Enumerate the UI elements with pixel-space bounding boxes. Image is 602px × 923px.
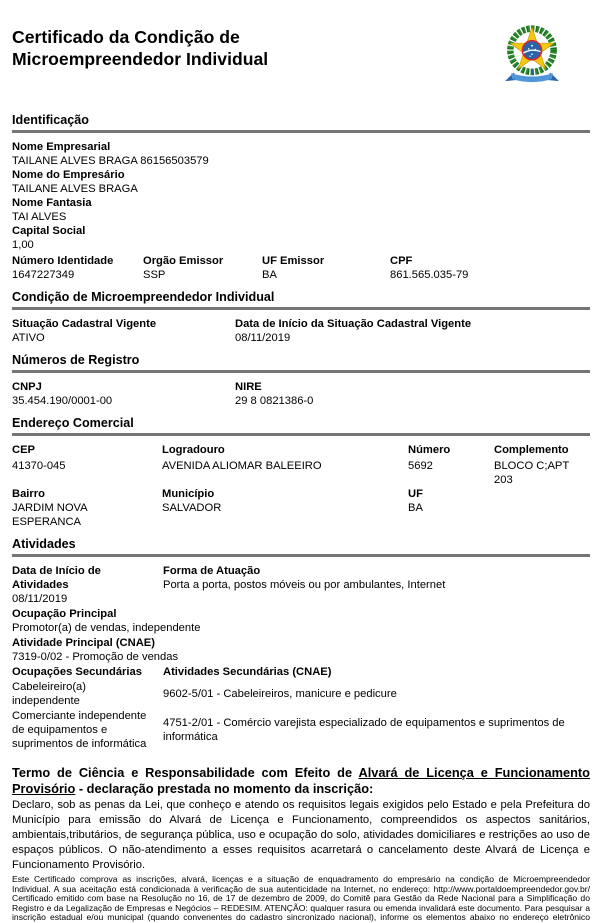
field-value: Porta a porta, postos móveis ou por ambulantes, Internet <box>163 579 446 591</box>
field-label: Forma de Atuação <box>163 565 261 577</box>
field-value: SALVADOR <box>162 502 222 514</box>
field-value: BA <box>262 269 277 281</box>
field-label: Nome Fantasia <box>12 197 92 209</box>
field-cep <box>12 443 162 487</box>
page-title-line1: Certificado da Condição de <box>12 27 240 47</box>
field-label: Logradouro <box>162 444 225 456</box>
declaration-paragraph: Declaro, sob as penas da Lei, que conheço e atendo os requisitos legais exigidos pelo Estado e pela Prefeitura do Município para emissão do Alvará de Licença e Funcionamento, compreendidos os aspectos sanitários, ambientais,tributários, de segurança pública, uso e ocupação do solo, atividades domiciliares e restrições ao uso de espaços públicos. O não-atendimento a esses requisitos acarretará o cancelamento deste Alvará de Licença e Funcionamento Provisório. <box>12 799 590 871</box>
termo-section <box>12 765 590 923</box>
field-value: TAI ALVES <box>12 211 67 223</box>
empty-cell <box>494 487 590 529</box>
field-label: Complemento <box>494 444 569 456</box>
page-title-line2: Microempreendedor Individual <box>12 49 269 69</box>
field-bairro <box>12 487 162 529</box>
brazil-coat-of-arms-icon <box>499 24 565 87</box>
section-title-endereco: Endereço Comercial <box>12 416 590 436</box>
endereco-fields <box>12 443 590 529</box>
endereco-row-1 <box>12 443 590 487</box>
field-value: SSP <box>143 269 166 281</box>
field-nome-empresarial <box>12 140 590 168</box>
fine-print-paragraph: Este Certificado comprova as inscrições, alvará, licenças e a situação de enquadramento do empresário na condição de Microempreendedor Individual. A sua aceitação está condicionada à verificação de sua autenticidade na Internet, no endereço: http://www.portaldoempreendedor.gov.br/ Certificado emitido com base na Resolução no 16, de 17 de dezembro de 2009, do Comitê para Gestão da Rede Nacional para a Simplificação do Registro e da Legalização de Empresas e Negócios – REDESIM. ATENÇÃO: qualquer rasura ou emenda invalidará este documento. Para pesquisar a inscrição estadual e/ou municipal (quando convenentes do cadastro sincronizado nacional), informe os elementos abaixo no endereço eletrônico <box>12 874 590 922</box>
field-value: 7319-0/02 - Promoção de vendas <box>12 651 179 663</box>
field-value: ATIVO <box>12 332 45 344</box>
field-capital-social <box>12 224 590 252</box>
field-label: Data de Início da Situação Cadastral Vigente <box>235 318 472 330</box>
field-label: Número <box>408 444 451 456</box>
field-value: TAILANE ALVES BRAGA <box>12 183 138 195</box>
ocupacao-secundaria-value: Cabeleireiro(a) independente <box>12 681 86 707</box>
field-uf <box>408 487 494 529</box>
ocupacoes-secundarias-label: Ocupações Secundárias <box>12 666 142 678</box>
header <box>12 26 590 87</box>
field-value: 08/11/2019 <box>12 593 68 605</box>
field-label: Situação Cadastral Vigente <box>12 318 157 330</box>
field-value: 41370-045 <box>12 460 66 472</box>
ocupacao-secundaria-value: Comerciante independente de equipamentos e suprimentos de informática <box>12 710 147 750</box>
field-value: 1,00 <box>12 239 34 251</box>
field-label: Ocupação Principal <box>12 608 117 620</box>
secundarias-row <box>12 709 590 751</box>
atividades-secundarias-label: Atividades Secundárias (CNAE) <box>163 666 332 678</box>
emblem-globe <box>522 41 541 60</box>
field-orgao-emissor <box>143 254 262 282</box>
field-value: AVENIDA ALIOMAR BALEEIRO <box>162 460 322 472</box>
field-data-inicio-atividades <box>12 564 163 606</box>
field-label: CNPJ <box>12 381 42 393</box>
secundarias-row <box>12 680 590 708</box>
field-nome-fantasia <box>12 196 590 224</box>
field-label: CEP <box>12 444 36 456</box>
termo-heading-prefix: Termo de Ciência e Responsabilidade com Efeito de <box>12 765 359 780</box>
field-label: Data de Início de Atividades <box>12 565 101 591</box>
field-label: Município <box>162 488 215 500</box>
atividades-row-1 <box>12 564 590 606</box>
field-label: Capital Social <box>12 225 86 237</box>
field-label: Nome Empresarial <box>12 141 111 153</box>
field-ocupacao-principal <box>12 607 590 635</box>
field-nire <box>235 380 590 408</box>
field-numero-identidade <box>12 254 143 282</box>
section-title-condicao: Condição de Microempreendedor Individual <box>12 290 590 310</box>
termo-heading-underlined: Alvará de Licença e Funcionamento Provisório <box>12 765 590 796</box>
field-label: UF <box>408 488 423 500</box>
section-title-registro: Números de Registro <box>12 353 590 373</box>
emblem-sword-hilt <box>531 69 533 75</box>
field-logradouro <box>162 443 408 487</box>
field-cnpj <box>12 380 235 408</box>
field-value: 29 8 0821386-0 <box>235 395 314 407</box>
field-atividade-principal-cnae <box>12 636 590 664</box>
field-cpf <box>390 254 590 282</box>
field-value: JARDIM NOVA ESPERANCA <box>12 502 88 528</box>
section-title-atividades: Atividades <box>12 537 590 557</box>
secundarias-header-row <box>12 665 590 679</box>
field-numero <box>408 443 494 487</box>
field-value: 861.565.035-79 <box>390 269 469 281</box>
field-nome-empresario <box>12 168 590 196</box>
field-value: 5692 <box>408 460 433 472</box>
field-data-inicio-situacao <box>235 317 590 345</box>
field-label: CPF <box>390 255 413 267</box>
field-complemento <box>494 443 590 487</box>
field-forma-atuacao <box>163 564 590 606</box>
field-value: BA <box>408 502 423 514</box>
identity-row <box>12 254 590 282</box>
field-uf-emissor <box>262 254 390 282</box>
field-label: Número Identidade <box>12 255 114 267</box>
cnae-secundaria-value: 9602-5/01 - Cabeleireiros, manicure e pedicure <box>163 688 397 700</box>
field-label: UF Emissor <box>262 255 325 267</box>
field-label: Nome do Empresário <box>12 169 125 181</box>
field-label: Atividade Principal (CNAE) <box>12 637 155 649</box>
termo-heading-suffix: - declaração prestada no momento da inscrição: <box>75 780 374 796</box>
field-label: Bairro <box>12 488 45 500</box>
field-label: NIRE <box>235 381 262 393</box>
termo-heading <box>12 765 590 796</box>
registro-fields <box>12 380 590 408</box>
identificacao-fields <box>12 140 590 282</box>
field-label: Orgão Emissor <box>143 255 224 267</box>
field-situacao-cadastral <box>12 317 235 345</box>
field-municipio <box>162 487 408 529</box>
field-value: BLOCO C;APT 203 <box>494 460 570 486</box>
endereco-row-2 <box>12 487 590 529</box>
field-value: 35.454.190/0001-00 <box>12 395 113 407</box>
atividades-fields <box>12 564 590 751</box>
condicao-fields <box>12 317 590 345</box>
field-value: 08/11/2019 <box>235 332 291 344</box>
field-value: TAILANE ALVES BRAGA 86156503579 <box>12 155 209 167</box>
field-value: Promotor(a) de vendas, independente <box>12 622 201 634</box>
section-title-identificacao: Identificação <box>12 113 590 133</box>
cnae-secundaria-value: 4751-2/01 - Comércio varejista especializado de equipamentos e suprimentos de informática <box>163 717 565 743</box>
page-title <box>12 26 268 70</box>
field-value: 1647227349 <box>12 269 75 281</box>
